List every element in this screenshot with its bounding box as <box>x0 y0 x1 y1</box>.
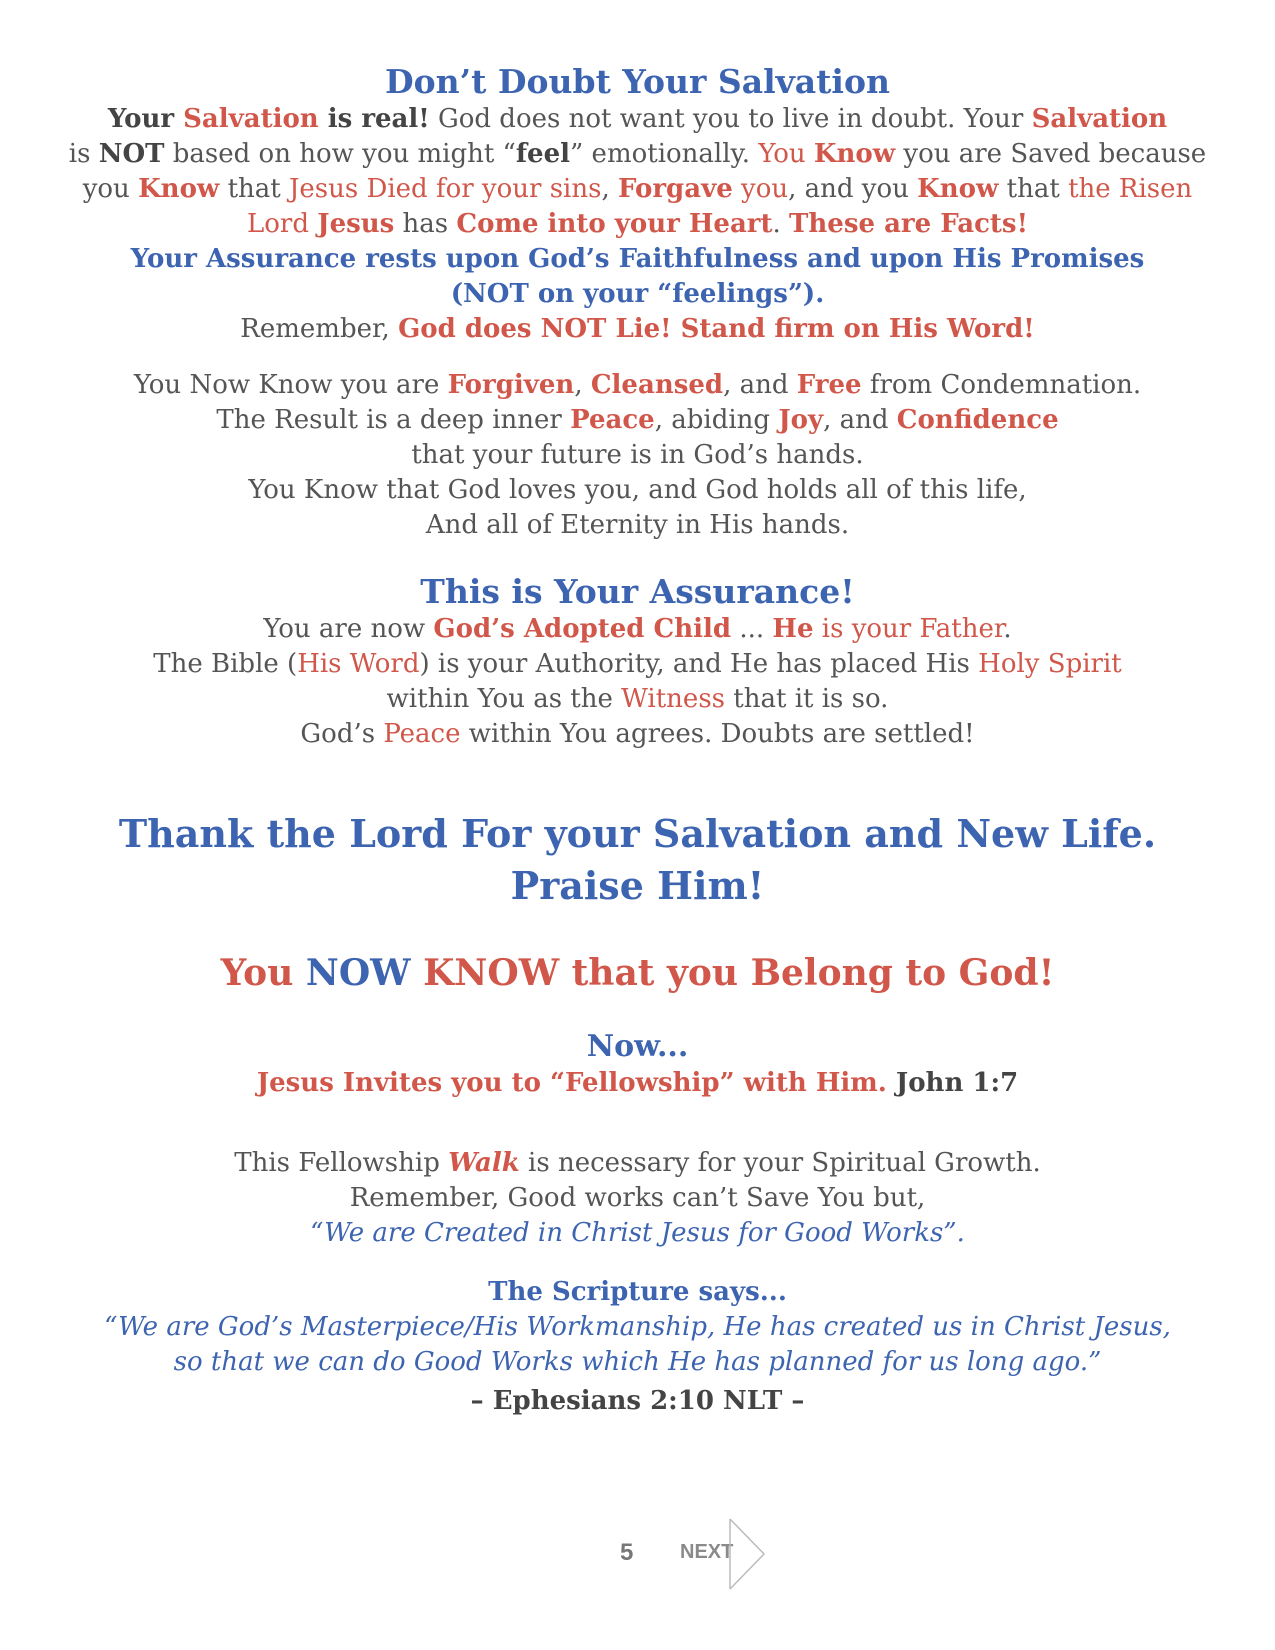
paragraph-line <box>0 403 1275 438</box>
section-thank <box>0 808 1275 912</box>
section-fellowship <box>0 1146 1275 1251</box>
text-span: is real! <box>318 104 430 134</box>
text-span: Confidence <box>896 405 1059 435</box>
text-span: Cleansed <box>590 370 724 400</box>
text-span: Jesus Invites you to “Fellowship” with Him. <box>256 1068 887 1098</box>
text-span: that it is so. <box>725 684 889 714</box>
text-span: God does NOT Lie! Stand firm on His Word! <box>398 314 1035 344</box>
text-span: is necessary for your Spiritual Growth. <box>519 1148 1041 1178</box>
text-span: Free <box>796 370 862 400</box>
text-span: , abiding <box>654 405 779 435</box>
heading-now: Now... <box>586 1029 689 1064</box>
paragraph-line <box>0 647 1275 682</box>
paragraph-line <box>0 312 1275 347</box>
text-span: Salvation <box>183 104 319 134</box>
fellowship-invite-line <box>0 1066 1275 1101</box>
heading-your-assurance: This is Your Assurance! <box>420 572 855 611</box>
text-span: Your <box>107 104 184 134</box>
text-span: Jesus Died for your sins <box>288 174 602 204</box>
paragraph-line: You Know that God loves you, and God holds all of this life, <box>248 475 1027 505</box>
text-span: Holy Spirit <box>978 649 1122 679</box>
section-now <box>0 1028 1275 1101</box>
paragraph-line <box>0 1146 1275 1181</box>
text-span: Peace <box>383 719 461 749</box>
quote-line: so that we can do Good Works which He has planned for us long ago.” <box>173 1347 1102 1377</box>
heading-praise-him: Praise Him! <box>510 863 765 908</box>
text-span: Walk <box>448 1148 520 1178</box>
text-span: He <box>772 614 814 644</box>
text-span: , <box>601 174 618 204</box>
text-span: you <box>732 174 789 204</box>
text-span: Come into your Heart <box>456 209 773 239</box>
assurance-line: (NOT on your “feelings”). <box>450 279 825 309</box>
quote-line: “We are God’s Masterpiece/His Workmanship, He has created us in Christ Jesus, <box>104 1312 1171 1342</box>
text-span: , and <box>823 405 897 435</box>
text-span: , <box>574 370 591 400</box>
text-span: you <box>82 174 139 204</box>
text-span: is your Father <box>813 614 1004 644</box>
text-span: within You as the <box>386 684 622 714</box>
text-span: has <box>394 209 457 239</box>
text-span: Know <box>813 139 896 169</box>
text-span: You are now <box>263 614 434 644</box>
text-span: The Result is a deep inner <box>216 405 571 435</box>
text-span: ) is your Authority, and He has placed His <box>419 649 979 679</box>
text-span: This Fellowship <box>234 1148 449 1178</box>
text-span: that <box>219 174 289 204</box>
paragraph-line: And all of Eternity in His hands. <box>425 510 850 540</box>
heading-belong-to-god <box>0 950 1275 996</box>
paragraph-line <box>0 102 1275 137</box>
text-span: the Risen <box>1068 174 1193 204</box>
section-assurance <box>0 572 1275 752</box>
text-span: . <box>772 209 790 239</box>
next-link[interactable]: NEXT <box>680 1541 734 1563</box>
paragraph-line <box>0 172 1275 207</box>
text-span: Know <box>138 174 220 204</box>
text-span: KNOW that you Belong to God! <box>410 952 1055 994</box>
text-span: His Word <box>297 649 420 679</box>
assurance-line: Your Assurance rests upon God’s Faithfulness and upon His Promises <box>130 244 1145 274</box>
scripture-reference: John 1:7 <box>886 1068 1019 1098</box>
text-span: you are Saved because <box>895 139 1207 169</box>
heading-thank-the-lord: Thank the Lord For your Salvation and New Life. <box>118 811 1157 856</box>
text-span: You <box>220 952 306 994</box>
text-span: within You agrees. Doubts are settled! <box>460 719 975 749</box>
scripture-reference: – Ephesians 2:10 NLT – <box>470 1386 805 1416</box>
text-span: is <box>68 139 99 169</box>
text-span: Jesus <box>317 209 395 239</box>
text-span: feel <box>515 139 570 169</box>
page-number: 5 <box>620 1539 634 1566</box>
section-belong <box>0 950 1275 996</box>
text-span: Remember, <box>240 314 399 344</box>
text-span: ” emotionally. <box>570 139 759 169</box>
text-span: Forgave <box>617 174 733 204</box>
text-span: Know <box>917 174 999 204</box>
footer <box>0 1517 1275 1597</box>
text-span: Salvation <box>1031 104 1168 134</box>
text-span: The Bible ( <box>153 649 298 679</box>
paragraph-line: Remember, Good works can’t Save You but, <box>349 1183 926 1213</box>
text-span: God’s <box>300 719 384 749</box>
paragraph-line <box>0 717 1275 752</box>
text-span: Lord <box>247 209 318 239</box>
section-scripture <box>0 1275 1275 1419</box>
quote-line: “We are Created in Christ Jesus for Good Works”. <box>310 1218 965 1248</box>
text-span: NOT <box>98 139 165 169</box>
text-span: Joy <box>778 405 824 435</box>
text-span: ... <box>731 614 773 644</box>
text-span: , and you <box>788 174 918 204</box>
text-span: You Now Know you are <box>133 370 448 400</box>
text-span: God does not want you to live in doubt. Your <box>429 104 1032 134</box>
text-span: Peace <box>570 405 655 435</box>
text-span: Forgiven <box>447 370 575 400</box>
heading-scripture-says: The Scripture says... <box>488 1277 787 1307</box>
text-span: . <box>1003 614 1012 644</box>
text-span: Witness <box>621 684 726 714</box>
paragraph-line <box>0 137 1275 172</box>
text-span: based on how you might “ <box>164 139 516 169</box>
paragraph-line <box>0 368 1275 403</box>
paragraph-line <box>0 682 1275 717</box>
text-span: God’s Adopted Child <box>433 614 732 644</box>
text-span: from Condemnation. <box>861 370 1142 400</box>
paragraph-line <box>0 612 1275 647</box>
section-salvation <box>0 62 1275 347</box>
text-span: NOW <box>305 952 411 994</box>
paragraph-line <box>0 207 1275 242</box>
chevron-right-icon[interactable] <box>728 1517 768 1591</box>
text-span: These are Facts! <box>789 209 1028 239</box>
text-span: You <box>758 139 814 169</box>
heading-dont-doubt: Don’t Doubt Your Salvation <box>385 62 890 101</box>
section-forgiven <box>0 368 1275 543</box>
text-span: that <box>998 174 1069 204</box>
text-span: , and <box>723 370 797 400</box>
paragraph-line: that your future is in God’s hands. <box>411 440 864 470</box>
